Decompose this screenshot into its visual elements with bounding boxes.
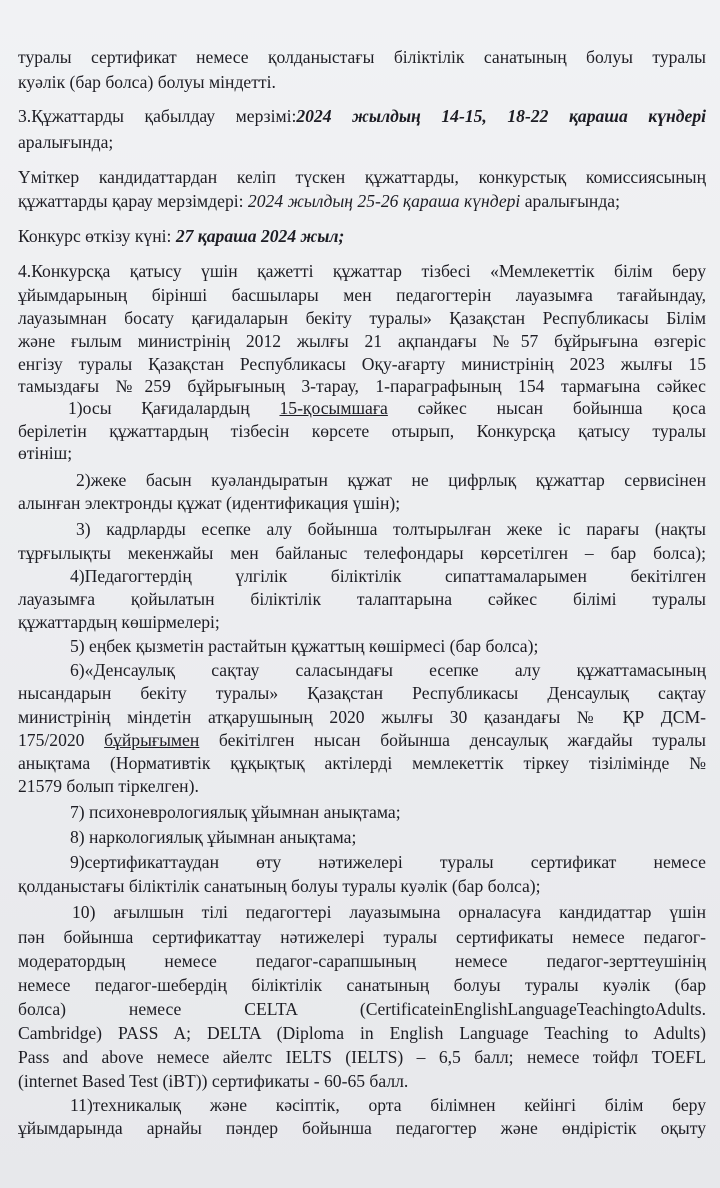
text-line: немесе педагог-шебердің біліктілік санатының болуы туралы куәлік (бар: [18, 975, 706, 995]
text-line: аралығында;: [18, 132, 114, 152]
text-line: тұрғылықты мекенжайы мен байланыс телефондары көрсетілген – бар болса);: [18, 543, 706, 563]
text-line: ұйымдарында арнайы пәндер бойынша педагогтер және өндірістік оқыту: [18, 1118, 706, 1138]
text-line: 7) психоневрологиялық ұйымнан анықтама;: [70, 802, 401, 822]
text-line: және ғылым министрінің 2012 жылғы 21 ақпандағы №57 бұйрығына өзгеріс: [18, 331, 706, 351]
text-line: Pass and above немесе айелтс IELTS (IELTS) – 6,5 балл; немесе тойфл TOEFL: [18, 1047, 706, 1067]
text-line: 3) кадрларды есепке алу бойынша толтырылған жеке іс парағы (нақты: [76, 519, 706, 539]
text-line: Cambridge) PASS A; DELTA (Diploma in English Language Teaching to Adults): [18, 1023, 706, 1043]
text-line: болса) немесе CELTA (CertificateinEnglishLanguageTeachingtoAdults.: [18, 999, 706, 1019]
text-line: Үміткер кандидаттардан келіп түскен құжаттарды, конкурстық комиссиясының: [18, 167, 706, 187]
text-line: алынған электронды құжат (идентификация үшін);: [18, 493, 401, 513]
text-line: 1)осы Қағидалардың 15-қосымшаға сәйкес нысан бойынша қоса: [68, 398, 706, 418]
text-line: қолданыстағы біліктілік санатының болуы туралы куәлік (бар болса);: [18, 876, 541, 896]
text-line: 4)Педагогтердің үлгілік біліктілік сипаттамаларымен бекітілген: [70, 566, 706, 586]
text-line: нысандарын бекіту туралы» Қазақстан Республикасы Денсаулық сақтау: [18, 683, 706, 703]
text-line: өтініш;: [18, 443, 73, 463]
text-line: 175/2020 бұйрығымен бекітілген нысан бойынша денсаулық жағдайы туралы: [18, 730, 706, 750]
text-line: анықтама (Нормативтік құқықтық актілерді мемлекеттік тіркеу тізілімінде №: [18, 753, 706, 773]
text-line: 9)сертификаттаудан өту нәтижелері туралы сертификат немесе: [70, 852, 706, 872]
text-line: Конкурс өткізу күні: 27 қараша 2024 жыл;: [18, 226, 345, 246]
text-line: 6)«Денсаулық сақтау саласындағы есепке алу құжаттамасының: [70, 660, 706, 680]
text-line: 3.Құжаттарды қабылдау мерзімі:2024 жылдың 14-15, 18-22 қараша күндері: [18, 106, 707, 126]
text-line: 11)техникалық және кәсіптік, орта білімнен кейінгі білім беру: [70, 1095, 706, 1115]
text-line: министрінің міндетін атқарушының 2020 жылғы 30 қазандағы № ҚР ДСМ-: [18, 707, 706, 727]
text-line: 5) еңбек қызметін растайтын құжаттың көшірмесі (бар болса);: [70, 636, 539, 656]
text-line: лауазымға қойылатын біліктілік талаптарына сәйкес білімі туралы: [18, 589, 706, 609]
text-line: 21579 болып тіркелген).: [18, 776, 199, 796]
text-line: модератордың немесе педагог-сарапшының немесе педагог-зерттеушінің: [18, 951, 706, 971]
text-line: тамыздағы №259 бұйрығының 3-тарау, 1-параграфының 154 тармағына сәйкес: [18, 376, 706, 396]
text-line: құжаттардың көшірмелері;: [18, 612, 220, 632]
text-line: берілетін құжаттардың тізбесін көрсете отырып, Конкурсқа қатысу туралы: [18, 421, 706, 441]
text-line: пән бойынша сертификаттау нәтижелері туралы сертификаты немесе педагог-: [18, 927, 706, 947]
text-line: ұйымдарының бірінші басшылары мен педагогтерін лауазымға тағайындау,: [18, 285, 706, 305]
text-line: 2)жеке басын куәландыратын құжат не цифрлық құжаттар сервисінен: [76, 470, 706, 490]
text-line: туралы сертификат немесе қолданыстағы біліктілік санатының болуы туралы: [18, 47, 706, 67]
text-line: куәлік (бар болса) болуы міндетті.: [18, 72, 276, 92]
text-line: 8) наркологиялық ұйымнан анықтама;: [70, 827, 357, 847]
text-line: лауазымнан босату қағидаларын бекіту туралы» Қазақстан Республикасы Білім: [18, 308, 706, 328]
text-line: енгізу туралы Қазақстан Республикасы Оқу-ағарту министрінің 2023 жылғы 15: [18, 354, 706, 374]
text-line: құжаттарды қарау мерзімдері: 2024 жылдың 25-26 қараша күндері аралығында;: [18, 191, 620, 211]
text-line: (internet Based Test (iBT)) сертификаты - 60-65 балл.: [18, 1071, 409, 1091]
text-line: 4.Конкурсқа қатысу үшін қажетті құжаттар тізбесі «Мемлекеттік білім беру: [18, 261, 706, 281]
text-line: 10) ағылшын тілі педагогтері лауазымына орналасуға кандидаттар үшін: [72, 902, 706, 922]
